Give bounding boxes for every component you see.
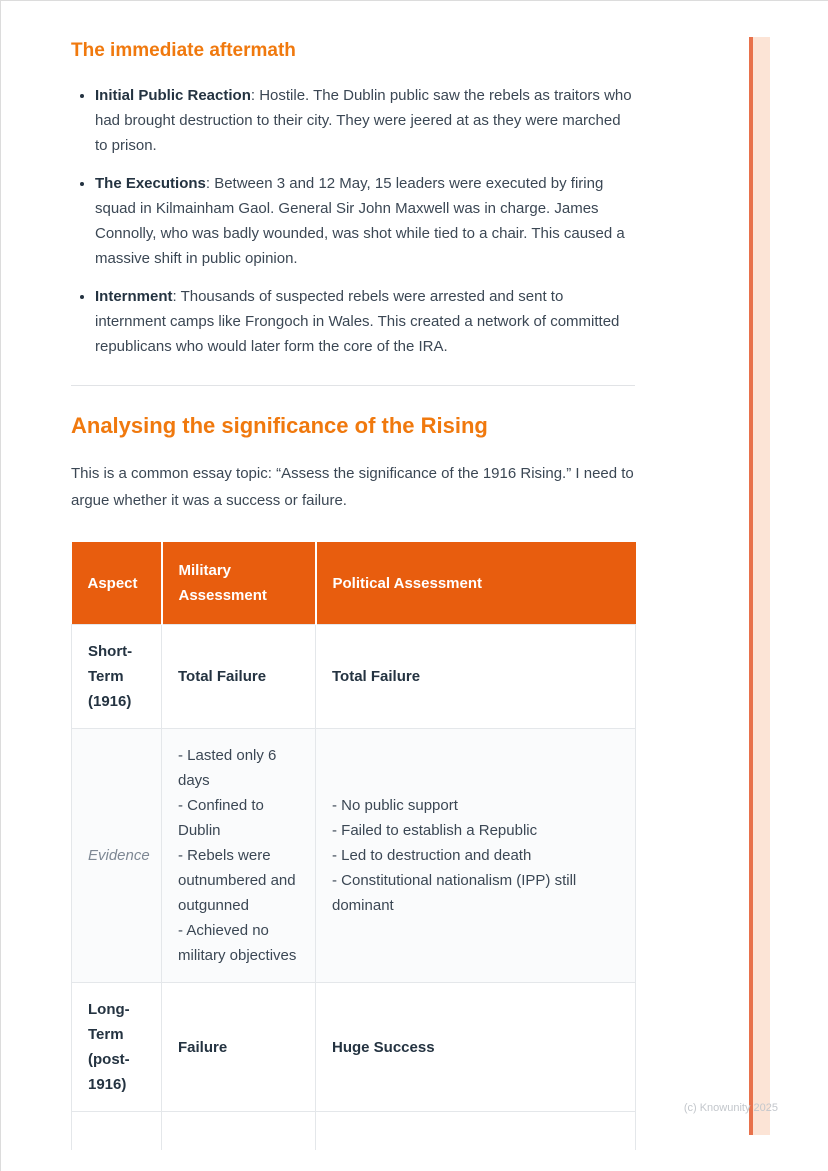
content-column — [71, 39, 635, 1150]
evidence-line: - Rebels were outnumbered and outgunned — [178, 847, 296, 914]
table-row — [72, 625, 636, 729]
table-cell-military — [162, 1112, 316, 1150]
evidence-line: - Led to destruction and death — [332, 847, 532, 864]
table-cell-political — [316, 729, 636, 983]
column-header-military: Military Assessment — [162, 542, 316, 625]
list-item-term: The Executions — [95, 175, 206, 192]
assessment-table — [71, 542, 636, 1150]
section-divider — [71, 385, 635, 386]
table-cell-military — [162, 729, 316, 983]
evidence-line: - Constitutional nationalism (IPP) still dominant — [332, 872, 577, 914]
column-header-political: Political Assessment — [316, 542, 636, 625]
table-cell-political: Total Failure — [316, 625, 636, 729]
copyright-footer: (c) Knowunity 2025 — [683, 1102, 778, 1114]
table-row — [72, 1112, 636, 1150]
evidence-line: - No public support — [332, 797, 458, 814]
list-item: • The Executions: Between 3 and 12 May, 15 leaders were executed by firing squad in Kilmainham Gaol. General Sir John Maxwell was in charge. James Connolly, who was badly wounded, was shot while tied to a chair. This caused a massive shift in public opinion. — [95, 171, 635, 271]
table-header-row — [72, 542, 636, 625]
section-title-significance: Analysing the significance of the Rising — [71, 413, 488, 438]
table-cell-political — [316, 1112, 636, 1150]
list-item-term: Internment — [95, 288, 173, 305]
table-cell-aspect: Long-Term (post-1916) — [72, 983, 162, 1112]
table-row — [72, 729, 636, 983]
aftermath-list — [71, 83, 635, 359]
table-body — [72, 625, 636, 1150]
list-item: • Internment: Thousands of suspected rebels were arrested and sent to internment camps like Frongoch in Wales. This created a network of committed republicans who would later form the core of the IRA. — [95, 284, 635, 359]
list-item-term: Initial Public Reaction — [95, 87, 251, 104]
table-cell-military: Total Failure — [162, 625, 316, 729]
intro-paragraph: This is a common essay topic: “Assess the significance of the 1916 Rising.” I need to argue whether it was a success or failure. — [71, 465, 634, 509]
evidence-line: - Achieved no military objectives — [178, 922, 297, 964]
evidence-line: - Confined to Dublin — [178, 797, 264, 839]
table-cell-aspect — [72, 1112, 162, 1150]
section-title-aftermath: The immediate aftermath — [71, 40, 296, 61]
evidence-line: - Failed to establish a Republic — [332, 822, 538, 839]
table-cell-aspect: Evidence — [72, 729, 162, 983]
evidence-line: - Lasted only 6 days — [178, 747, 277, 789]
table-cell-political: Huge Success — [316, 983, 636, 1112]
column-header-aspect: Aspect — [72, 542, 162, 625]
page-edge-accent-band — [753, 37, 770, 1135]
table-cell-aspect: Short-Term (1916) — [72, 625, 162, 729]
table-cell-military: Failure — [162, 983, 316, 1112]
list-item: • Initial Public Reaction: Hostile. The Dublin public saw the rebels as traitors who had brought destruction to their city. They were jeered at as they were marched to prison. — [95, 83, 635, 158]
table-row — [72, 983, 636, 1112]
